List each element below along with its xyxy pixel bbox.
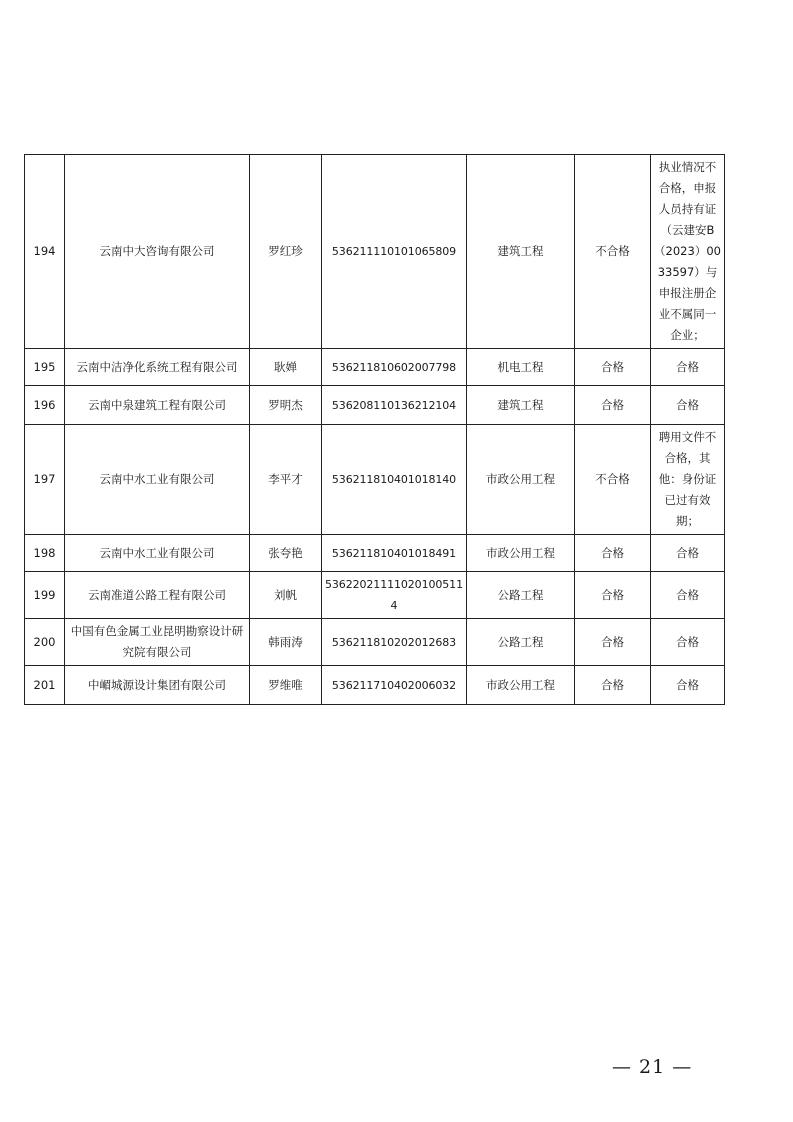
table-row: [25, 425, 725, 535]
certificate-number: 5362202111102010051​14: [322, 572, 467, 619]
registered-major: 市政公用工程: [467, 425, 575, 535]
page-number: — 21 —: [612, 1056, 693, 1078]
row-number: 201: [25, 666, 65, 705]
company-name: 云南中水工业有限公司: [65, 425, 250, 535]
company-name: 云南中泉建筑工程有限公司: [65, 386, 250, 425]
review-result: 合格: [575, 572, 651, 619]
records-table: [24, 154, 725, 705]
company-name: 中国有色金属工业昆明勘察设计研究院有限公司: [65, 619, 250, 666]
row-number: 199: [25, 572, 65, 619]
table-row: [25, 535, 725, 572]
review-result: 不合格: [575, 155, 651, 349]
table-row: [25, 666, 725, 705]
row-number: 198: [25, 535, 65, 572]
certificate-number: 536211810401018491: [322, 535, 467, 572]
review-note: 合格: [651, 572, 725, 619]
person-name: 罗维唯: [250, 666, 322, 705]
table-row: [25, 386, 725, 425]
row-number: 194: [25, 155, 65, 349]
registered-major: 市政公用工程: [467, 535, 575, 572]
company-name: 云南中大咨询有限公司: [65, 155, 250, 349]
review-note: 合格: [651, 535, 725, 572]
person-name: 刘帆: [250, 572, 322, 619]
registered-major: 公路工程: [467, 619, 575, 666]
registered-major: 建筑工程: [467, 386, 575, 425]
table-row: [25, 619, 725, 666]
row-number: 195: [25, 349, 65, 386]
company-name: 中嵋城源设计集团有限公司: [65, 666, 250, 705]
person-name: 罗红珍: [250, 155, 322, 349]
certificate-number: 536211110101065809: [322, 155, 467, 349]
person-name: 罗明杰: [250, 386, 322, 425]
certificate-number: 536211810401018140: [322, 425, 467, 535]
person-name: 张夸艳: [250, 535, 322, 572]
review-note: 合格: [651, 386, 725, 425]
person-name: 耿婵: [250, 349, 322, 386]
review-note: 执业情况不合格，申报人员持有证（云建安B（2023）0033597）与申报注册企业不属同一企业；: [651, 155, 725, 349]
certificate-number: 536211710402006032: [322, 666, 467, 705]
review-result: 合格: [575, 386, 651, 425]
registered-major: 机电工程: [467, 349, 575, 386]
review-result: 合格: [575, 535, 651, 572]
registered-major: 建筑工程: [467, 155, 575, 349]
person-name: 李平才: [250, 425, 322, 535]
table-row: [25, 349, 725, 386]
review-note: 合格: [651, 666, 725, 705]
row-number: 197: [25, 425, 65, 535]
company-name: 云南准道公路工程有限公司: [65, 572, 250, 619]
review-result: 合格: [575, 666, 651, 705]
row-number: 196: [25, 386, 65, 425]
review-result: 合格: [575, 349, 651, 386]
company-name: 云南中水工业有限公司: [65, 535, 250, 572]
registered-major: 公路工程: [467, 572, 575, 619]
review-note: 合格: [651, 619, 725, 666]
certificate-number: 536211810202012683: [322, 619, 467, 666]
review-note: 合格: [651, 349, 725, 386]
table-row: [25, 572, 725, 619]
table-row: [25, 155, 725, 349]
registered-major: 市政公用工程: [467, 666, 575, 705]
review-result: 不合格: [575, 425, 651, 535]
certificate-number: 536211810602007798: [322, 349, 467, 386]
person-name: 韩雨涛: [250, 619, 322, 666]
certificate-number: 536208110136212104: [322, 386, 467, 425]
company-name: 云南中洁净化系统工程有限公司: [65, 349, 250, 386]
records-table-body: [25, 155, 725, 705]
row-number: 200: [25, 619, 65, 666]
review-result: 合格: [575, 619, 651, 666]
review-note: 聘用文件不合格，其他：身份证已过有效期；: [651, 425, 725, 535]
